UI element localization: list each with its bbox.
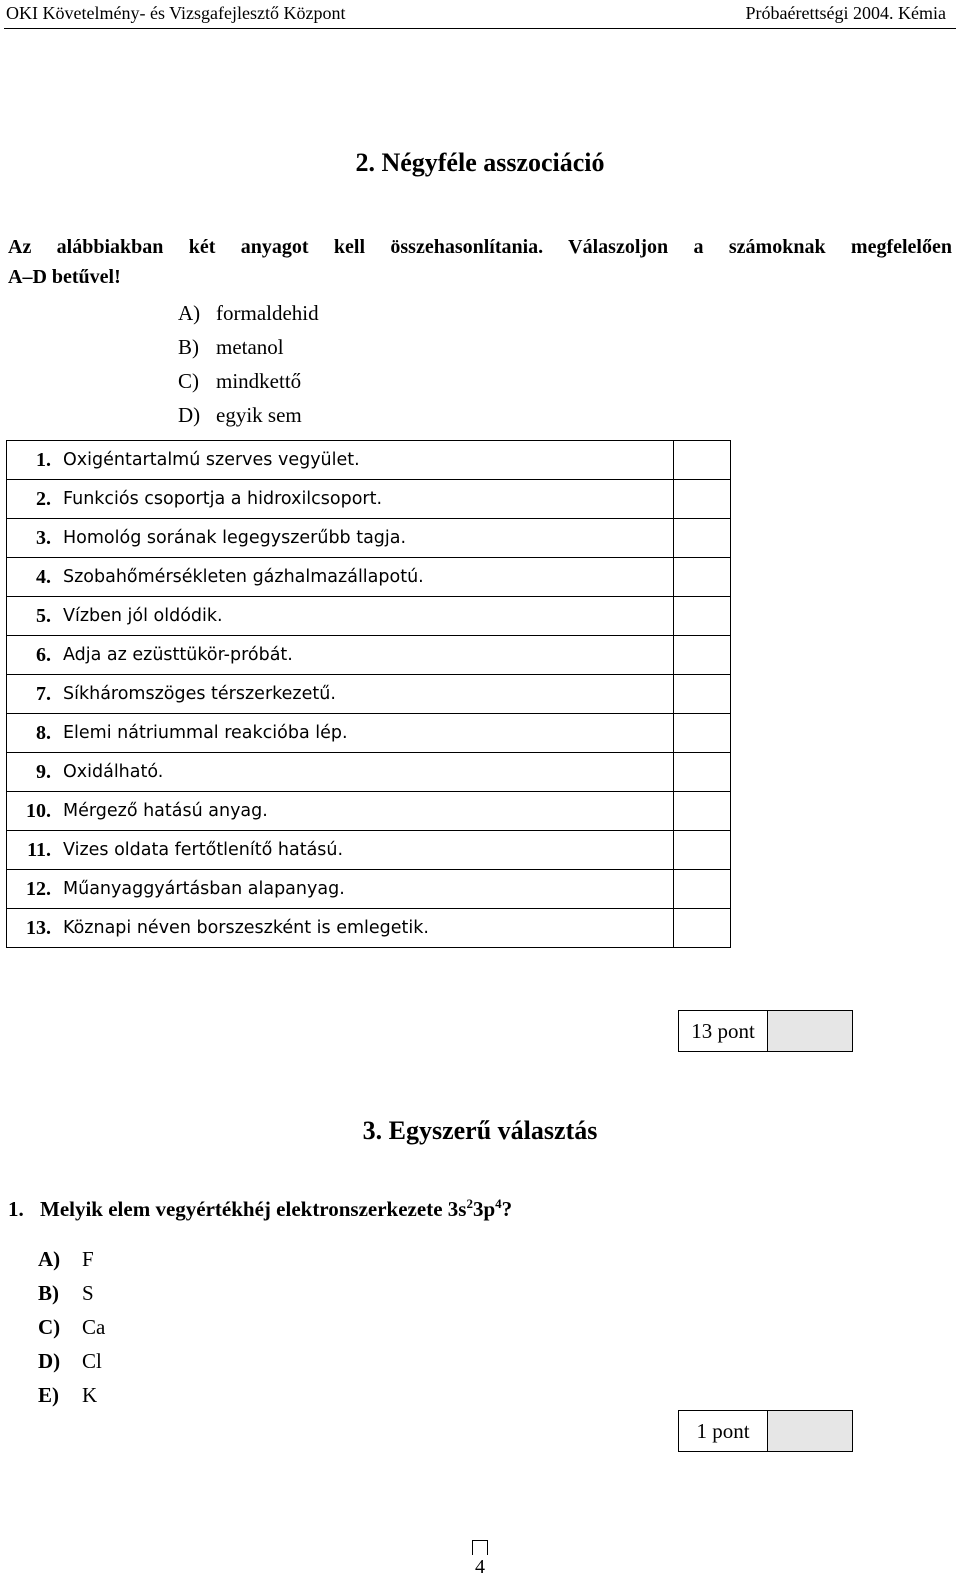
table-row [7,909,731,948]
table-row [7,675,731,714]
question-text: Oxigéntartalmú szerves vegyület. [57,441,674,480]
answer-cell[interactable] [674,519,731,558]
table-row [7,441,731,480]
answer-cell[interactable] [674,441,731,480]
table-row [7,519,731,558]
choice-text: K [82,1383,98,1407]
option-row [178,330,319,364]
choice-letter: D) [38,1349,61,1373]
score-label: 1 pont [679,1411,768,1451]
question-number: 10. [7,792,58,831]
table-row [7,831,731,870]
table-row [7,558,731,597]
answer-cell[interactable] [674,831,731,870]
question-table [6,440,731,948]
answer-cell[interactable] [674,558,731,597]
option-letter: C) [178,369,199,393]
question-number: 12. [7,870,58,909]
question-text: Mérgező hatású anyag. [57,792,674,831]
score-cell[interactable] [768,1011,852,1051]
choice-row[interactable] [38,1378,105,1412]
question-text: Oxidálható. [57,753,674,792]
option-text: metanol [216,335,284,359]
choice-text: Cl [82,1349,102,1373]
question-text: Vizes oldata fertőtlenítő hatású. [57,831,674,870]
table-row [7,597,731,636]
question-text: Köznapi néven borszeszként is emlegetik. [57,909,674,948]
question-number: 2. [7,480,58,519]
option-letter: A) [178,301,201,325]
section2-title: 2. Négyféle asszociáció [355,148,605,177]
table-row [7,870,731,909]
option-letter: D) [178,403,201,427]
section2-instruction-line2: A–D betűvel! [8,266,121,288]
choice-letter: E) [38,1383,59,1407]
choice-text: S [82,1281,94,1305]
table-row [7,480,731,519]
table-row [7,636,731,675]
answer-cell[interactable] [674,870,731,909]
table-row [7,792,731,831]
question-number: 8. [7,714,58,753]
question-number: 7. [7,675,58,714]
answer-cell[interactable] [674,753,731,792]
section3-options [38,1242,105,1412]
question-number: 11. [7,831,58,870]
question-text-end: ? [501,1197,513,1221]
choice-row[interactable] [38,1242,105,1276]
question-number: 1. [8,1197,24,1221]
option-text: mindkettő [216,369,302,393]
choice-text: Ca [82,1315,106,1339]
header-left: OKI Követelmény- és Vizsgafejlesztő Központ [6,3,346,23]
answer-cell[interactable] [674,714,731,753]
question-text: Vízben jól oldódik. [57,597,674,636]
answer-cell[interactable] [674,597,731,636]
section3-title: 3. Egyszerű választás [362,1116,598,1145]
choice-row[interactable] [38,1344,105,1378]
answer-cell[interactable] [674,909,731,948]
page-number-box [472,1540,488,1555]
option-row [178,296,319,330]
header-right: Próbaérettségi 2004. Kémia [745,3,946,23]
question-text: Melyik elem vegyértékhéj elektronszerkezete 3s [40,1197,467,1221]
question-number: 13. [7,909,58,948]
question-text: Műanyaggyártásban alapanyag. [57,870,674,909]
question-text-mid: 3p [472,1197,496,1221]
question-text: Elemi nátriummal reakcióba lép. [57,714,674,753]
page-number: 4 [475,1556,485,1578]
section3-score-box [678,1410,853,1452]
option-letter: B) [178,335,199,359]
question-text: Síkháromszöges térszerkezetű. [57,675,674,714]
question-number: 5. [7,597,58,636]
superscript: 2 [466,1196,473,1211]
table-row [7,753,731,792]
section3-question [8,1196,512,1222]
choice-text: F [82,1247,94,1271]
superscript: 4 [495,1196,502,1211]
question-text: Szobahőmérsékleten gázhalmazállapotú. [57,558,674,597]
choice-row[interactable] [38,1276,105,1310]
score-cell[interactable] [768,1411,852,1451]
question-number: 4. [7,558,58,597]
question-number: 9. [7,753,58,792]
option-text: egyik sem [216,403,302,427]
question-number: 6. [7,636,58,675]
header-rule [4,28,956,29]
question-text: Adja az ezüsttükör-próbát. [57,636,674,675]
answer-cell[interactable] [674,675,731,714]
section2-options [178,296,319,432]
section2-instruction-line1: Az alábbiakban két anyagot kell összehasonlítania. Válaszoljon a számoknak megfelelően [8,236,952,258]
choice-letter: B) [38,1281,59,1305]
option-row [178,398,319,432]
answer-cell[interactable] [674,480,731,519]
question-text: Funkciós csoportja a hidroxilcsoport. [57,480,674,519]
option-row [178,364,319,398]
section2-score-box [678,1010,853,1052]
score-label: 13 pont [679,1011,768,1051]
question-number: 1. [7,441,58,480]
question-text: Homológ sorának legegyszerűbb tagja. [57,519,674,558]
table-row [7,714,731,753]
choice-letter: A) [38,1247,61,1271]
option-text: formaldehid [216,301,319,325]
choice-letter: C) [38,1315,61,1339]
question-number: 3. [7,519,58,558]
answer-cell[interactable] [674,636,731,675]
answer-cell[interactable] [674,792,731,831]
choice-row[interactable] [38,1310,105,1344]
